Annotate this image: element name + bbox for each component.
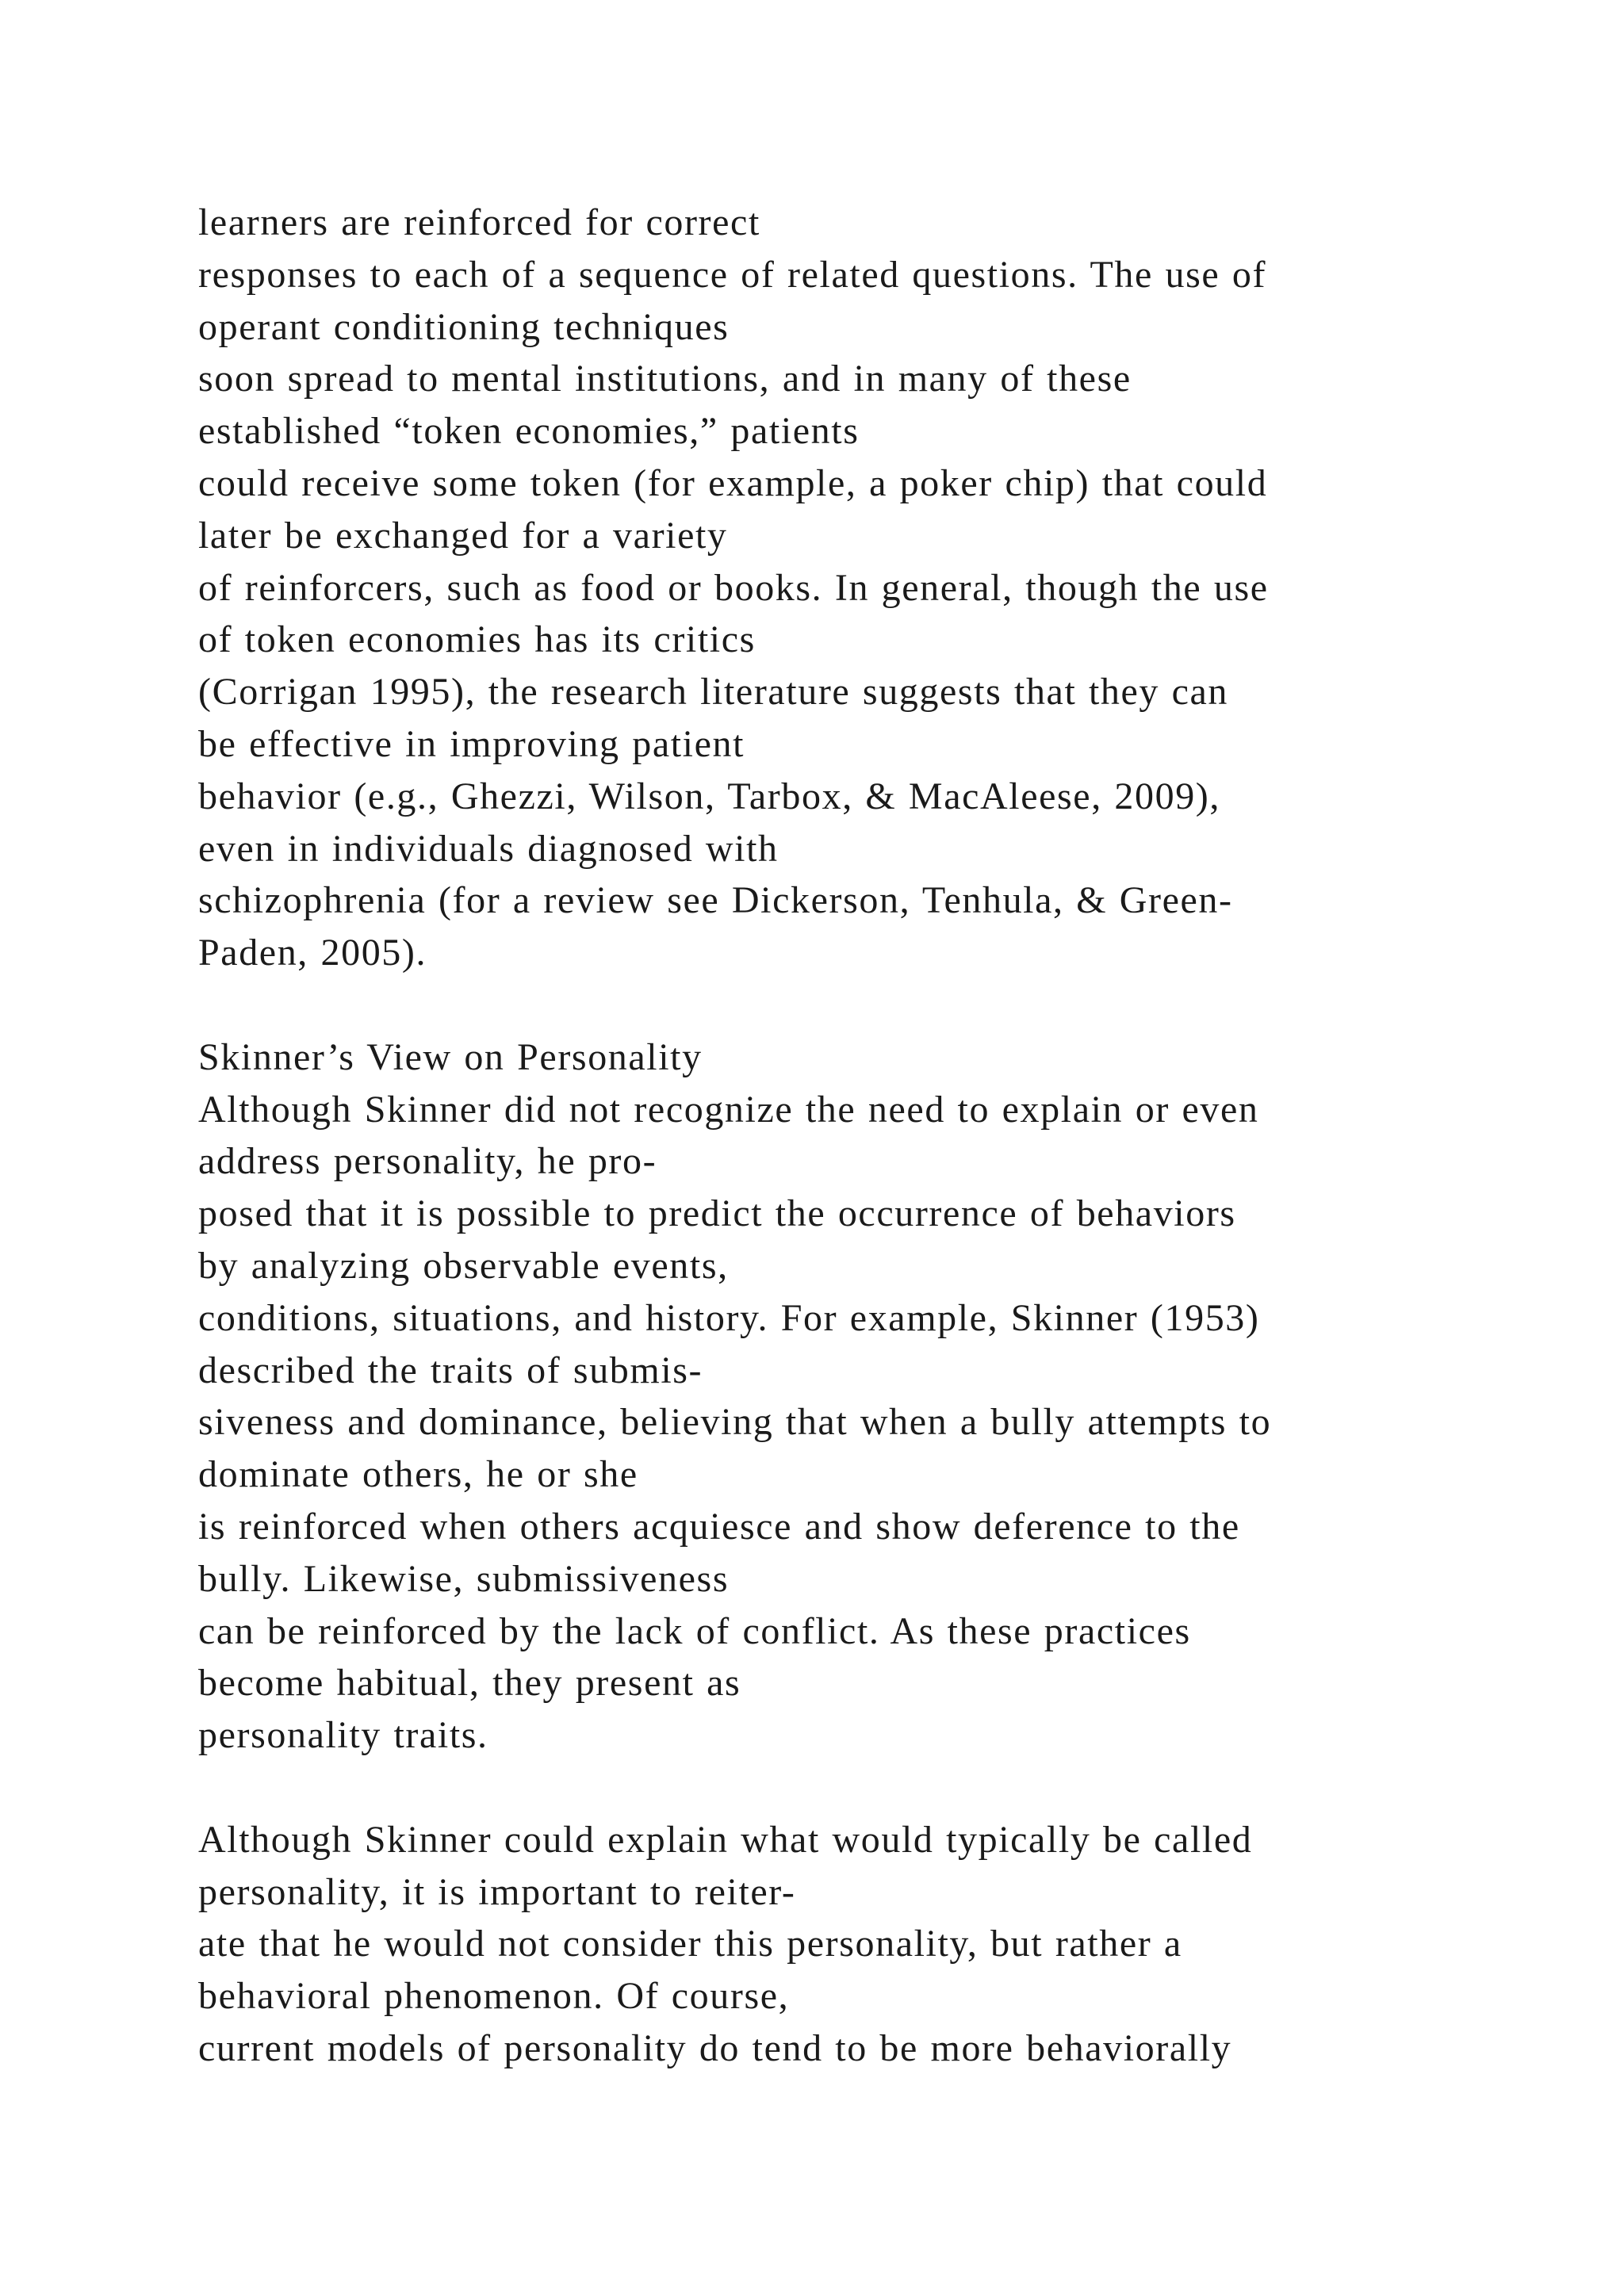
text-line: even in individuals diagnosed with xyxy=(198,827,779,870)
text-line: responses to each of a sequence of related questions. The use of xyxy=(198,253,1267,296)
text-line: described the traits of submis- xyxy=(198,1349,703,1391)
text-line: of token economies has its critics xyxy=(198,618,756,661)
text-line: soon spread to mental institutions, and in many of these xyxy=(198,358,1132,400)
text-line: behavioral phenomenon. Of course, xyxy=(198,1975,790,2018)
text-line: can be reinforced by the lack of conflict. As these practices xyxy=(198,1609,1191,1652)
text-line: bully. Likewise, submissiveness xyxy=(198,1557,730,1600)
text-line: personality traits. xyxy=(198,1714,488,1757)
text-line: address personality, he pro- xyxy=(198,1140,657,1183)
text-line: Although Skinner could explain what would typically be called xyxy=(198,1818,1253,1861)
text-line: posed that it is possible to predict the occurrence of behaviors xyxy=(198,1192,1236,1235)
text-line: siveness and dominance, believing that when a bully attempts to xyxy=(198,1401,1272,1444)
document-page xyxy=(198,197,1546,2075)
text-line: behavior (e.g., Ghezzi, Wilson, Tarbox, & MacAleese, 2009), xyxy=(198,775,1220,817)
text-line: Although Skinner did not recognize the need to explain or even xyxy=(198,1088,1259,1131)
text-line: established “token economies,” patients xyxy=(198,410,860,453)
text-line: current models of personality do tend to be more behaviorally xyxy=(198,2026,1232,2069)
text-line: learners are reinforced for correct xyxy=(198,201,760,243)
text-line: conditions, situations, and history. For example, Skinner (1953) xyxy=(198,1296,1260,1339)
text-line: be effective in improving patient xyxy=(198,722,745,765)
text-line: schizophrenia (for a review see Dickerson, Tenhula, & Green- xyxy=(198,879,1233,922)
text-line: Paden, 2005). xyxy=(198,932,427,974)
text-line: dominate others, he or she xyxy=(198,1453,638,1496)
text-line: by analyzing observable events, xyxy=(198,1244,729,1287)
text-line: of reinforcers, such as food or books. In general, though the use xyxy=(198,566,1269,609)
text-line: personality, it is important to reiter- xyxy=(198,1870,796,1913)
paragraph-gap xyxy=(198,979,1546,1031)
text-line: (Corrigan 1995), the research literature suggests that they can xyxy=(198,671,1229,714)
text-line: could receive some token (for example, a poker chip) that could xyxy=(198,461,1268,504)
text-line: ate that he would not consider this personality, but rather a xyxy=(198,1923,1182,1965)
paragraph-gap xyxy=(198,1762,1546,1814)
text-line: operant conditioning techniques xyxy=(198,305,730,348)
text-line: Skinner’s View on Personality xyxy=(198,1035,703,1078)
text-line: become habitual, they present as xyxy=(198,1662,741,1705)
text-line: is reinforced when others acquiesce and show deference to the xyxy=(198,1505,1240,1548)
text-line: later be exchanged for a variety xyxy=(198,514,728,557)
